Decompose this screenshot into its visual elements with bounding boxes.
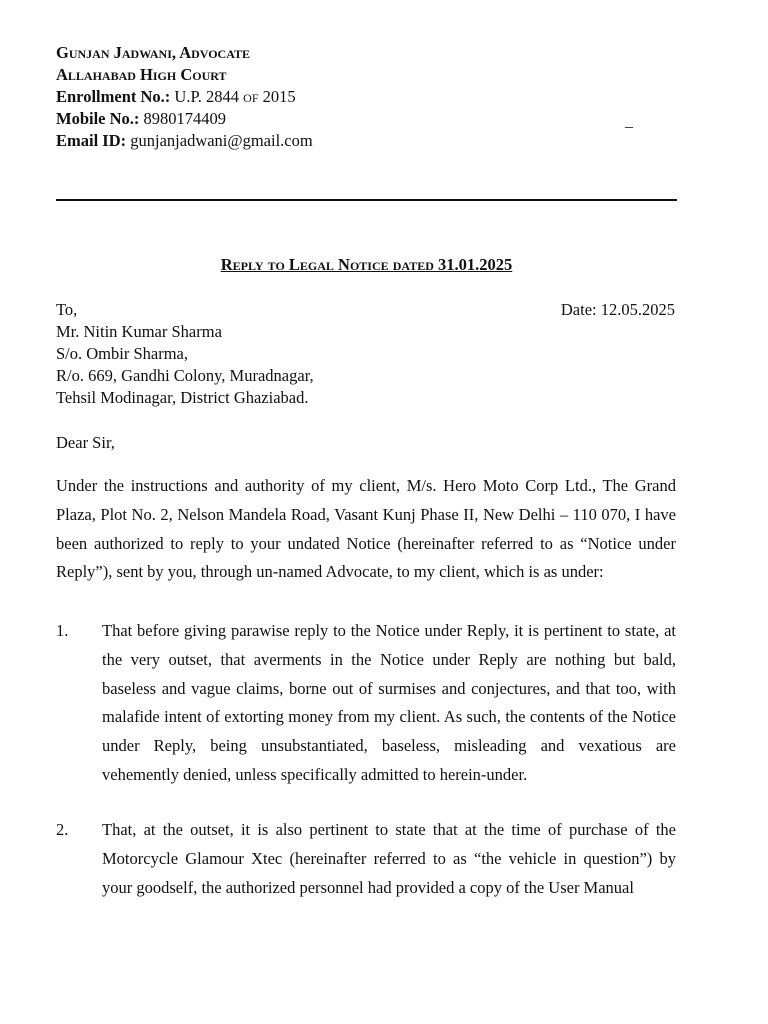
enrollment-label: Enrollment No.: <box>56 87 171 106</box>
advocate-name: Gunjan Jadwani, Advocate <box>56 43 251 62</box>
enrollment-line <box>56 86 676 108</box>
court-name: Allahabad High Court <box>56 65 227 84</box>
enrollment-value-post: 2015 <box>258 87 296 106</box>
paragraph-number: 2. <box>56 820 69 839</box>
addressee-line: R/o. 669, Gandhi Colony, Muradnagar, <box>56 366 314 385</box>
letter-date: Date: 12.05.2025 <box>560 300 675 319</box>
mobile-line <box>56 108 676 130</box>
paragraph-text: That, at the outset, it is also pertinent to state that at the time of purchase of the Motorcycle Glamour Xtec (hereinafter referred to as “the vehicle in question”) by your goodself, the authorized personnel had provided a copy of the User Manual <box>102 820 676 897</box>
email-label: Email ID: <box>56 131 127 150</box>
enrollment-value-pre: U.P. 2844 <box>170 87 244 106</box>
addressee-line: Mr. Nitin Kumar Sharma <box>56 322 222 341</box>
mobile-label: Mobile No.: <box>56 109 140 128</box>
email-value: gunjanjadwani@gmail.com <box>126 131 313 150</box>
addressee-line: Tehsil Modinagar, District Ghaziabad. <box>56 388 309 407</box>
salutation: Dear Sir, <box>56 433 115 452</box>
intro-paragraph: Under the instructions and authority of my client, M/s. Hero Moto Corp Ltd., The Grand Plaza, Plot No. 2, Nelson Mandela Road, Vasant Kunj Phase II, New Delhi – 110 070, I have been authorized to reply to your undated Notice (hereinafter referred to as “Notice under Reply”), sent by you, through un-named Advocate, to my client, which is as under: <box>56 476 676 582</box>
letterhead <box>56 42 676 152</box>
mobile-value: 8980174409 <box>139 109 227 128</box>
enrollment-value-of: of <box>243 87 259 106</box>
to-label: To, <box>56 300 78 319</box>
header-dash: _ <box>625 113 633 130</box>
numbered-paragraph <box>56 617 676 790</box>
addressee-line: S/o. Ombir Sharma, <box>56 344 188 363</box>
numbered-paragraph <box>56 816 676 902</box>
paragraph-number: 1. <box>56 621 69 640</box>
paragraph-text: That before giving parawise reply to the Notice under Reply, it is pertinent to state, at the very outset, that averments in the Notice under Reply are nothing but bald, baseless and vague claims, borne out of surmises and conjectures, and that too, with malafide intent of extorting money from my client. As such, the contents of the Notice under Reply, being unsubstantiated, baseless, misleading and vexatious are vehemently denied, unless specifically admitted to herein-under. <box>102 621 676 784</box>
email-line <box>56 130 676 152</box>
document-title: Reply to Legal Notice dated 31.01.2025 <box>220 255 513 274</box>
addressee-block <box>56 299 314 409</box>
header-divider <box>56 199 677 201</box>
